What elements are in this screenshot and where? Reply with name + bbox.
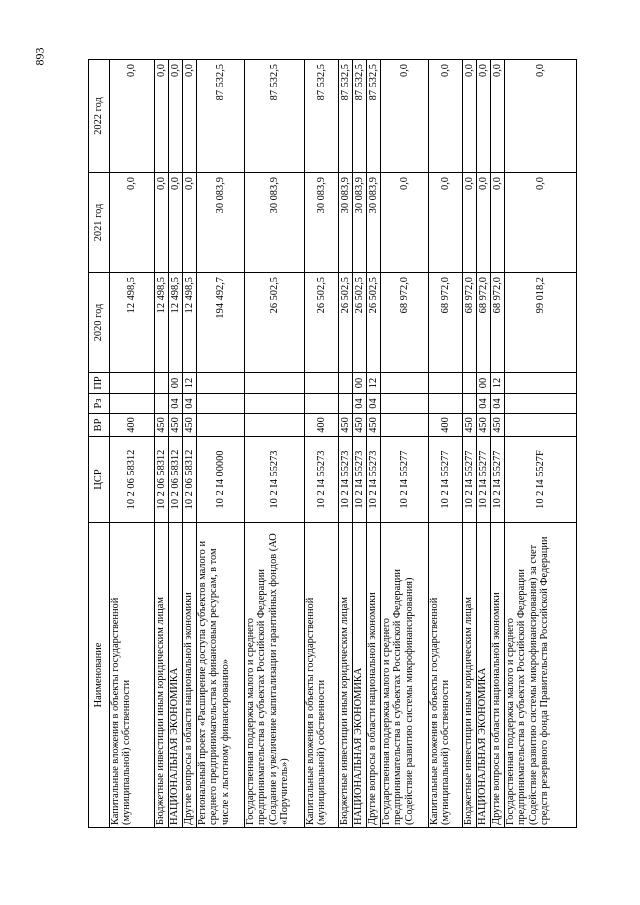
table-row bbox=[477, 60, 491, 828]
cell-2022: 0,0 bbox=[183, 60, 197, 173]
cell-csr: 10 2 I4 55273 bbox=[245, 437, 305, 523]
header-cell-2022: 2022 год bbox=[89, 60, 110, 173]
cell-name: Государственная поддержка малого и среднего предпринимательства в субъектах Российской Федерации (Содействие развитию системы микрофинансирования) за счет средств резервного фонда Правительства Российской Федерации bbox=[505, 523, 577, 828]
page-number bbox=[28, 44, 52, 68]
cell-name: Региональный проект «Расширение доступа субъектов малого и среднего предпринимательства к финансовым ресурсам, в том числе к льготному финансированию» bbox=[197, 523, 245, 828]
cell-2022: 87 532,5 bbox=[339, 60, 353, 173]
cell-name: Капитальные вложения в объекты государственной (муниципальной) собственности bbox=[305, 523, 339, 828]
cell-vr: 450 bbox=[339, 414, 353, 437]
cell-rz: 04 bbox=[477, 394, 491, 414]
cell-2021: 0,0 bbox=[169, 173, 183, 273]
cell-rz bbox=[505, 394, 577, 414]
cell-pr bbox=[305, 373, 339, 394]
page-number-text: 893 bbox=[32, 47, 47, 65]
cell-vr: 450 bbox=[155, 414, 169, 437]
rotated-table-container bbox=[88, 60, 558, 828]
cell-2020: 68 972,0 bbox=[429, 273, 463, 373]
cell-2022: 0,0 bbox=[477, 60, 491, 173]
header-cell-rz: Рз bbox=[89, 394, 110, 414]
cell-rz bbox=[429, 394, 463, 414]
header-cell-csr: ЦСР bbox=[89, 437, 110, 523]
table-row bbox=[197, 60, 245, 828]
cell-rz bbox=[339, 394, 353, 414]
table-body bbox=[110, 60, 577, 828]
cell-2021: 30 083,9 bbox=[245, 173, 305, 273]
cell-2021: 30 083,9 bbox=[197, 173, 245, 273]
cell-vr: 400 bbox=[110, 414, 155, 437]
cell-rz bbox=[381, 394, 429, 414]
cell-2020: 26 502,5 bbox=[353, 273, 367, 373]
table-row bbox=[183, 60, 197, 828]
cell-2022: 0,0 bbox=[110, 60, 155, 173]
cell-2020: 12 498,5 bbox=[155, 273, 169, 373]
cell-csr: 10 2 I4 55277 bbox=[491, 437, 505, 523]
cell-pr bbox=[463, 373, 477, 394]
table-row bbox=[110, 60, 155, 828]
cell-vr: 450 bbox=[183, 414, 197, 437]
cell-2022: 0,0 bbox=[155, 60, 169, 173]
cell-name: Бюджетные инвестиции иным юридическим лицам bbox=[339, 523, 353, 828]
cell-2022: 87 532,5 bbox=[197, 60, 245, 173]
cell-2020: 12 498,5 bbox=[183, 273, 197, 373]
cell-2020: 12 498,5 bbox=[110, 273, 155, 373]
cell-name: Бюджетные инвестиции иным юридическим лицам bbox=[463, 523, 477, 828]
cell-rz: 04 bbox=[353, 394, 367, 414]
cell-rz bbox=[197, 394, 245, 414]
header-cell-2021: 2021 год bbox=[89, 173, 110, 273]
cell-vr: 450 bbox=[169, 414, 183, 437]
cell-2022: 0,0 bbox=[169, 60, 183, 173]
cell-pr bbox=[197, 373, 245, 394]
cell-2022: 87 532,5 bbox=[245, 60, 305, 173]
cell-2020: 194 492,7 bbox=[197, 273, 245, 373]
cell-rz: 04 bbox=[169, 394, 183, 414]
cell-name: НАЦИОНАЛЬНАЯ ЭКОНОМИКА bbox=[353, 523, 367, 828]
cell-pr bbox=[245, 373, 305, 394]
cell-vr: 450 bbox=[367, 414, 381, 437]
cell-rz: 04 bbox=[367, 394, 381, 414]
cell-2020: 68 972,0 bbox=[381, 273, 429, 373]
cell-2020: 26 502,5 bbox=[339, 273, 353, 373]
cell-rz bbox=[463, 394, 477, 414]
cell-pr: 00 bbox=[353, 373, 367, 394]
cell-csr: 10 2 06 58312 bbox=[155, 437, 169, 523]
cell-2021: 0,0 bbox=[381, 173, 429, 273]
cell-2020: 99 018,2 bbox=[505, 273, 577, 373]
table-row bbox=[169, 60, 183, 828]
cell-2021: 0,0 bbox=[155, 173, 169, 273]
cell-2021: 0,0 bbox=[429, 173, 463, 273]
cell-csr: 10 2 I4 55273 bbox=[353, 437, 367, 523]
table-row bbox=[339, 60, 353, 828]
cell-vr bbox=[245, 414, 305, 437]
cell-pr: 12 bbox=[367, 373, 381, 394]
cell-rz bbox=[305, 394, 339, 414]
cell-csr: 10 2 06 58312 bbox=[183, 437, 197, 523]
cell-csr: 10 2 I4 55277 bbox=[429, 437, 463, 523]
cell-2022: 0,0 bbox=[381, 60, 429, 173]
cell-name: НАЦИОНАЛЬНАЯ ЭКОНОМИКА bbox=[169, 523, 183, 828]
cell-vr: 450 bbox=[491, 414, 505, 437]
cell-2020: 26 502,5 bbox=[245, 273, 305, 373]
cell-csr: 10 2 I4 55277 bbox=[381, 437, 429, 523]
cell-rz: 04 bbox=[491, 394, 505, 414]
cell-name: Капитальные вложения в объекты государственной (муниципальной) собственности bbox=[429, 523, 463, 828]
cell-pr: 00 bbox=[477, 373, 491, 394]
cell-2022: 87 532,5 bbox=[353, 60, 367, 173]
cell-2022: 0,0 bbox=[429, 60, 463, 173]
cell-vr: 400 bbox=[429, 414, 463, 437]
cell-2022: 0,0 bbox=[491, 60, 505, 173]
table-row bbox=[505, 60, 577, 828]
cell-2021: 0,0 bbox=[505, 173, 577, 273]
cell-pr: 00 bbox=[169, 373, 183, 394]
cell-vr: 400 bbox=[305, 414, 339, 437]
table-row bbox=[381, 60, 429, 828]
table-row bbox=[155, 60, 169, 828]
cell-vr bbox=[381, 414, 429, 437]
cell-csr: 10 2 I4 5527F bbox=[505, 437, 577, 523]
cell-name: Другие вопросы в области национальной экономики bbox=[491, 523, 505, 828]
cell-2020: 68 972,0 bbox=[491, 273, 505, 373]
table-row bbox=[245, 60, 305, 828]
cell-name: Другие вопросы в области национальной экономики bbox=[367, 523, 381, 828]
cell-2021: 30 083,9 bbox=[339, 173, 353, 273]
cell-pr bbox=[155, 373, 169, 394]
cell-rz bbox=[110, 394, 155, 414]
cell-vr: 450 bbox=[463, 414, 477, 437]
cell-pr bbox=[505, 373, 577, 394]
cell-pr bbox=[381, 373, 429, 394]
cell-name: Государственная поддержка малого и среднего предпринимательства в субъектах Российской Федерации (Содействие развитию системы микрофинансирования) bbox=[381, 523, 429, 828]
cell-csr: 10 2 I4 55273 bbox=[367, 437, 381, 523]
cell-csr: 10 2 I4 55277 bbox=[477, 437, 491, 523]
cell-rz bbox=[245, 394, 305, 414]
cell-pr: 12 bbox=[183, 373, 197, 394]
cell-vr: 450 bbox=[353, 414, 367, 437]
cell-csr: 10 2 I4 55277 bbox=[463, 437, 477, 523]
cell-2022: 0,0 bbox=[505, 60, 577, 173]
cell-2021: 0,0 bbox=[491, 173, 505, 273]
cell-2020: 68 972,0 bbox=[463, 273, 477, 373]
cell-2020: 12 498,5 bbox=[169, 273, 183, 373]
cell-pr: 12 bbox=[491, 373, 505, 394]
cell-vr bbox=[505, 414, 577, 437]
table-row bbox=[367, 60, 381, 828]
table-row bbox=[305, 60, 339, 828]
cell-2021: 0,0 bbox=[463, 173, 477, 273]
cell-2020: 26 502,5 bbox=[367, 273, 381, 373]
cell-2021: 30 083,9 bbox=[305, 173, 339, 273]
cell-2021: 30 083,9 bbox=[353, 173, 367, 273]
cell-pr bbox=[110, 373, 155, 394]
cell-2022: 87 532,5 bbox=[367, 60, 381, 173]
cell-name: Государственная поддержка малого и среднего предпринимательства в субъектах Российской Федерации (Создание и увеличение капитализации гарантийных фондов (АО «Поручитель») bbox=[245, 523, 305, 828]
header-cell-2020: 2020 год bbox=[89, 273, 110, 373]
cell-2022: 87 532,5 bbox=[305, 60, 339, 173]
cell-2021: 0,0 bbox=[477, 173, 491, 273]
cell-csr: 10 2 I4 55273 bbox=[305, 437, 339, 523]
cell-name: Капитальные вложения в объекты государственной (муниципальной) собственности bbox=[110, 523, 155, 828]
cell-2020: 68 972,0 bbox=[477, 273, 491, 373]
header-cell-pr: ПР bbox=[89, 373, 110, 394]
cell-2020: 26 502,5 bbox=[305, 273, 339, 373]
cell-pr bbox=[429, 373, 463, 394]
header-row bbox=[89, 60, 110, 828]
cell-vr bbox=[197, 414, 245, 437]
cell-name: НАЦИОНАЛЬНАЯ ЭКОНОМИКА bbox=[477, 523, 491, 828]
cell-name: Бюджетные инвестиции иным юридическим лицам bbox=[155, 523, 169, 828]
budget-table bbox=[88, 59, 577, 828]
cell-csr: 10 2 I4 00000 bbox=[197, 437, 245, 523]
cell-csr: 10 2 06 58312 bbox=[169, 437, 183, 523]
table-row bbox=[429, 60, 463, 828]
table-row bbox=[353, 60, 367, 828]
cell-2021: 0,0 bbox=[183, 173, 197, 273]
cell-rz: 04 bbox=[183, 394, 197, 414]
cell-2021: 0,0 bbox=[110, 173, 155, 273]
header-cell-vr: ВР bbox=[89, 414, 110, 437]
table-row bbox=[491, 60, 505, 828]
cell-csr: 10 2 I4 55273 bbox=[339, 437, 353, 523]
cell-pr bbox=[339, 373, 353, 394]
cell-2021: 30 083,9 bbox=[367, 173, 381, 273]
cell-rz bbox=[155, 394, 169, 414]
table-header bbox=[89, 60, 110, 828]
cell-2022: 0,0 bbox=[463, 60, 477, 173]
cell-vr: 450 bbox=[477, 414, 491, 437]
table-row bbox=[463, 60, 477, 828]
cell-csr: 10 2 06 58312 bbox=[110, 437, 155, 523]
cell-name: Другие вопросы в области национальной экономики bbox=[183, 523, 197, 828]
header-cell-name: Наименование bbox=[89, 523, 110, 828]
